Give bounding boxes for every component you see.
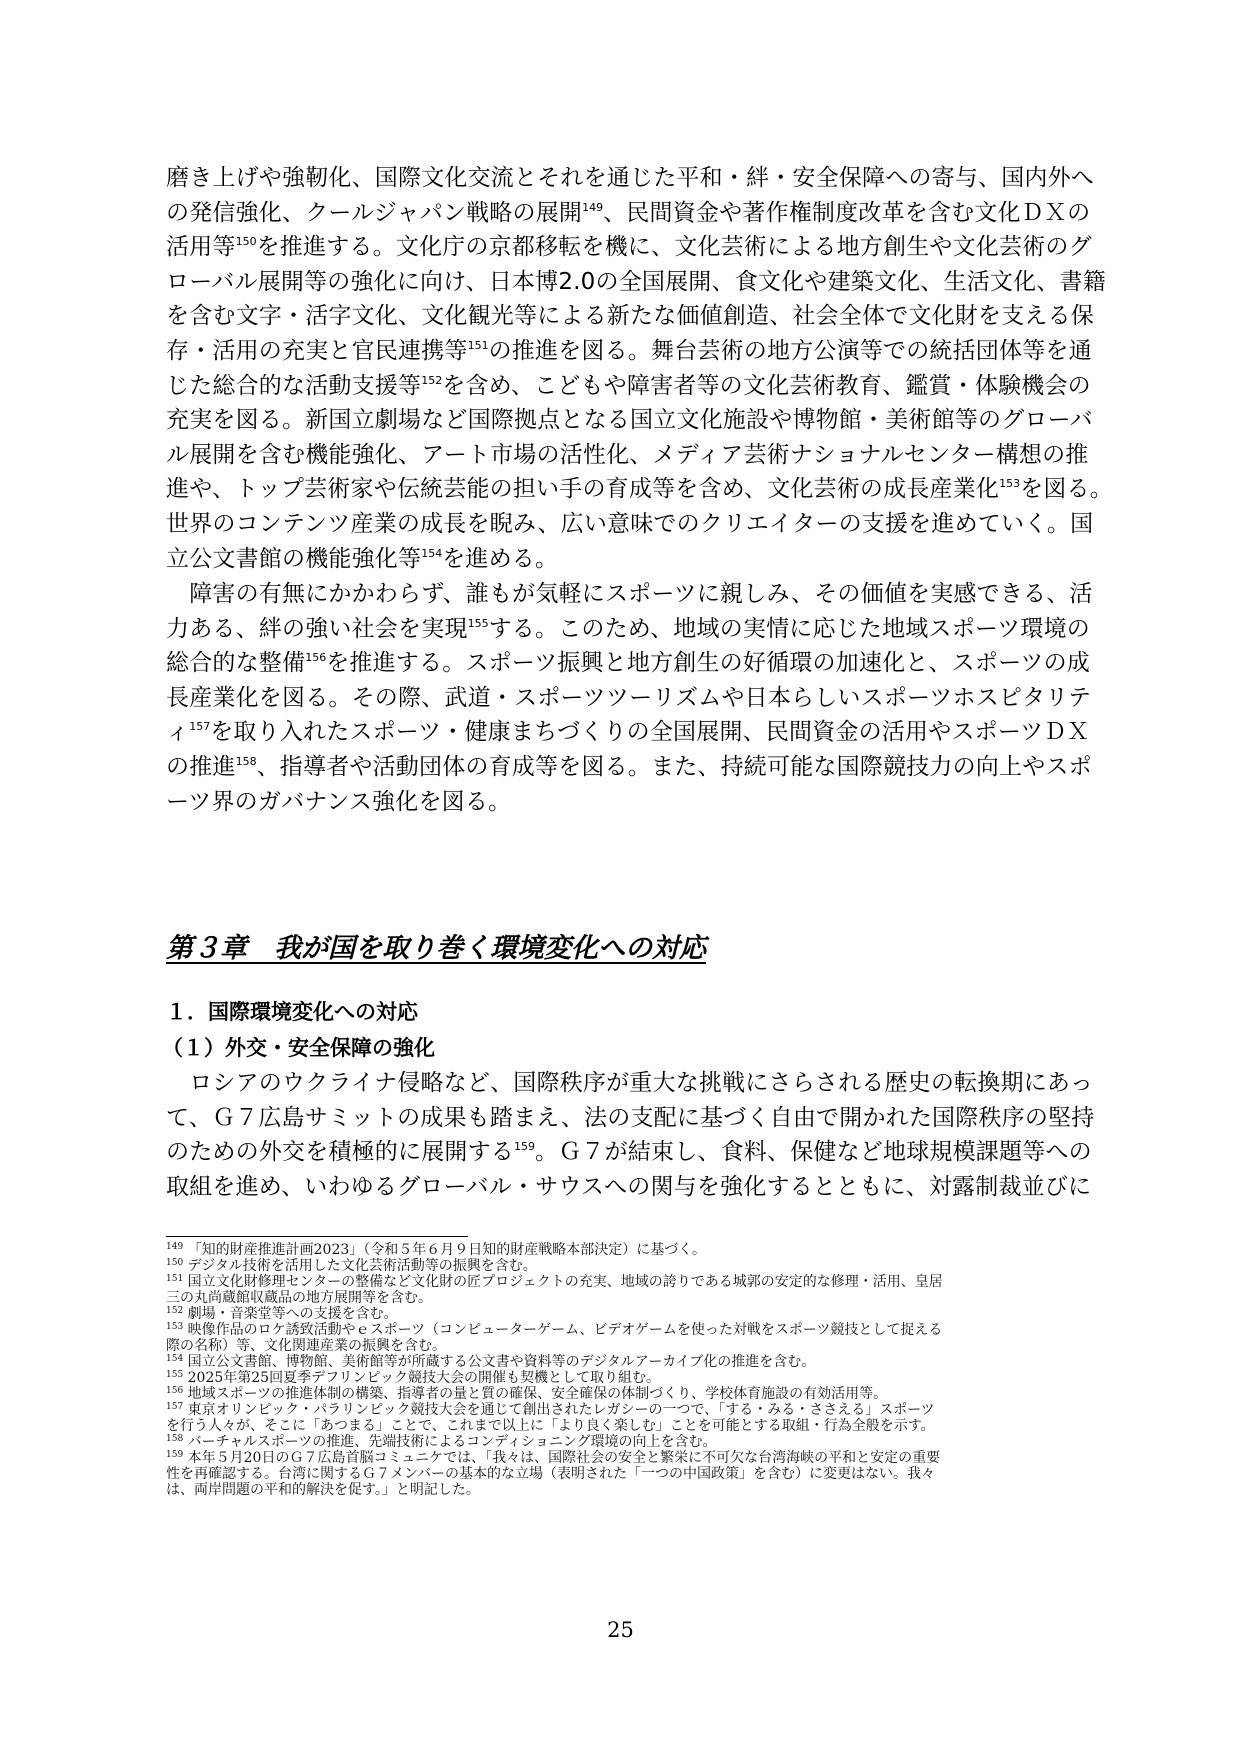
footnote-ref: 158 xyxy=(235,754,257,768)
text-line: の推進$^{158}$、指導者や活動団体の育成等を図る。また、持続可能な国際競技力の向上やスポ xyxy=(166,753,1092,780)
footnote-ref: 155 xyxy=(467,616,489,630)
text-line: じた総合的な活動支援等$^{152}$を含め、こどもや障害者等の文化芸術教育、鑑賞・体験機会の xyxy=(166,372,1091,399)
text-line: 力ある、絆の強い社会を実現$^{155}$する。このため、地域の実情に応じた地域スポーツ環境の xyxy=(166,615,1090,642)
footnote-ref: 156 xyxy=(305,651,327,665)
text-line: 充実を図る。新国立劇場など国際拠点となる国立文化施設や博物館・美術館等のグローバ xyxy=(166,407,1093,434)
footnote-ref: 149 xyxy=(166,1242,184,1252)
footnote-ref: 157 xyxy=(189,720,211,734)
paragraph-sports xyxy=(166,577,1093,819)
footnote-ref: 155 xyxy=(166,1370,184,1380)
footnote-ref: 151 xyxy=(166,1274,184,1284)
text-line: て、Ｇ７広島サミットの成果も踏まえ、法の支配に基づく自由で開かれた国際秩序の堅持 xyxy=(166,1104,1095,1131)
footnote-line: $^{152}$ 劇場・音楽堂等への支援を含む。 xyxy=(166,1306,398,1322)
footnote-line: 三の丸尚蔵館収蔵品の地方展開等を含む。 xyxy=(166,1290,432,1306)
footnote-line: を行う人々が、そこに「あつまる」ことで、これまで以上に「より良く楽しむ」ことを可能とする取組・行為全般を示す。 xyxy=(166,1418,935,1434)
text-line: 長産業化を図る。その際、武道・スポーツツーリズムや日本らしいスポーツホスピタリテ xyxy=(166,684,1092,711)
footnote-line: $^{150}$ デジタル技術を活用した文化芸術活動等の振興を含む。 xyxy=(166,1258,537,1274)
footnote-line: 性を再確認する。台湾に関するＧ７メンバーの基本的な立場（表明された「一つの中国政策」を含む）に変更はない。我々 xyxy=(166,1466,936,1482)
footnote-ref: 152 xyxy=(166,1306,184,1316)
text-line: 取組を進め、いわゆるグローバル・サウスへの関与を強化するとともに、対露制裁並びに xyxy=(166,1173,1092,1200)
footnote-ref: 150 xyxy=(166,1258,184,1268)
footnote-ref: 150 xyxy=(235,235,257,249)
text-line: ロシアのウクライナ侵略など、国際秩序が重大な挑戦にさらされる歴史の転換期にあっ xyxy=(166,1070,1094,1096)
text-line: 活用等$^{150}$を推進する。文化庁の京都移転を機に、文化芸術による地方創生や文化芸術のグ xyxy=(166,234,1092,261)
text-line: ローバル展開等の強化に向け、日本博2.0の全国展開、食文化や建築文化、生活文化、書籍 xyxy=(166,268,1106,295)
page-number: 25 xyxy=(607,1618,634,1642)
text-line: ーツ界のガバナンス強化を図る。 xyxy=(166,788,512,815)
footnotes xyxy=(166,1242,1082,1498)
text-line: 総合的な整備$^{156}$を推進する。スポーツ振興と地方創生の好循環の加速化と、スポーツの成 xyxy=(166,650,1090,677)
footnote-ref: 159 xyxy=(166,1450,184,1460)
text-line: 立公文書館の機能強化等$^{154}$を進める。 xyxy=(166,545,559,572)
footnote-line: 際の名称）等、文化関連産業の振興を含む。 xyxy=(166,1338,446,1354)
section-title: １．国際環境変化への対応 xyxy=(166,1000,418,1024)
text-line: のための外交を積極的に展開する$^{159}$。Ｇ７が結束し、食料、保健など地球規模課題等への xyxy=(166,1139,1092,1166)
paragraph-diplomacy xyxy=(166,1066,1095,1204)
text-line: ィ$^{157}$を取り入れたスポーツ・健康まちづくりの全国展開、民間資金の活用やスポーツＤＸ xyxy=(166,719,1090,746)
text-line: 進や、トップ芸術家や伝統芸能の担い手の育成等を含め、文化芸術の成長産業化$^{153}$を図る。 xyxy=(166,476,1113,503)
footnote-ref: 158 xyxy=(166,1434,184,1444)
footnote-divider xyxy=(166,1236,468,1237)
footnote-ref: 152 xyxy=(421,373,443,387)
footnote-line: $^{158}$ バーチャルスポーツの推進、先端技術によるコンディショニング環境の向上を含む。 xyxy=(166,1434,717,1450)
footnote-line: $^{149}$ 「知的財産推進計画2023」（令和５年６月９日知的財産戦略本部決定）に基づく。 xyxy=(166,1242,706,1258)
subsection-title: （１）外交・安全保障の強化 xyxy=(162,1036,435,1060)
footnote-ref: 156 xyxy=(166,1386,184,1396)
footnote-ref: 153 xyxy=(166,1322,184,1332)
text-line: を含む文字・活字文化、文化観光等による新たな価値創造、社会全体で文化財を支える保 xyxy=(166,303,1094,330)
paragraph-culture xyxy=(166,161,1113,576)
text-line: 存・活用の充実と官民連携等$^{151}$の推進を図る。舞台芸術の地方公演等での統括団体等を通 xyxy=(166,337,1092,364)
footnote-ref: 157 xyxy=(166,1402,184,1412)
footnote-line: $^{154}$ 国立公文書館、博物館、美術館等が所蔵する公文書や資料等のデジタルアーカイブ化の推進を含む。 xyxy=(166,1354,816,1370)
text-line: 障害の有無にかかわらず、誰もが気軽にスポーツに親しみ、その価値を実感できる、活 xyxy=(166,581,1093,607)
footnote-line: $^{157}$ 東京オリンピック・パラリンピック競技大会を通じて創出されたレガシーの一つで、「する・みる・ささえる」スポーツ xyxy=(166,1402,935,1418)
footnote-line: $^{156}$ 地域スポーツの推進体制の構築、指導者の量と質の確保、安全確保の体制づくり、学校体育施設の有効活用等。 xyxy=(166,1386,888,1402)
text-line: ル展開を含む機能強化、アート市場の活性化、メディア芸術ナショナルセンター構想の推 xyxy=(166,441,1089,468)
footnote-ref: 151 xyxy=(467,338,489,352)
text-line: の発信強化、クールジャパン戦略の展開$^{149}$、民間資金や著作権制度改革を含む文化ＤＸの xyxy=(166,199,1091,226)
footnote-ref: 149 xyxy=(582,200,604,214)
footnote-ref: 159 xyxy=(514,1140,535,1154)
text-line: 世界のコンテンツ産業の成長を睨み、広い意味でのクリエイターの支援を進めていく。国 xyxy=(166,510,1094,537)
footnote-ref: 154 xyxy=(166,1354,184,1364)
text-line: 磨き上げや強靭化、国際文化交流とそれを通じた平和・絆・安全保障への寄与、国内外へ xyxy=(166,165,1094,191)
footnote-ref: 153 xyxy=(999,477,1021,491)
chapter-title: 第３章 我が国を取り巻く環境変化への対応 xyxy=(166,933,706,964)
footnote-line: $^{151}$ 国立文化財修理センターの整備など文化財の匠プロジェクトの充実、地域の誇りである城郭の安定的な修理・活用、皇居 xyxy=(166,1274,943,1290)
footnote-ref: 154 xyxy=(421,546,443,560)
footnote-line: $^{155}$ 2025年第25回夏季デフリンピック競技大会の開催も契機として取り組む。 xyxy=(166,1370,660,1386)
footnote-line: $^{153}$ 映像作品のロケ誘致活動やｅスポーツ（コンピューターゲーム、ビデオゲームを使った対戦をスポーツ競技として捉える xyxy=(166,1322,943,1338)
footnote-line: は、両岸問題の平和的解決を促す。」と明記した。 xyxy=(166,1482,480,1498)
footnote-line: $^{159}$ 本年５月20日のＧ７広島首脳コミュニケでは、「我々は、国際社会の安全と繁栄に不可欠な台湾海峡の平和と安定の重要 xyxy=(166,1450,941,1466)
